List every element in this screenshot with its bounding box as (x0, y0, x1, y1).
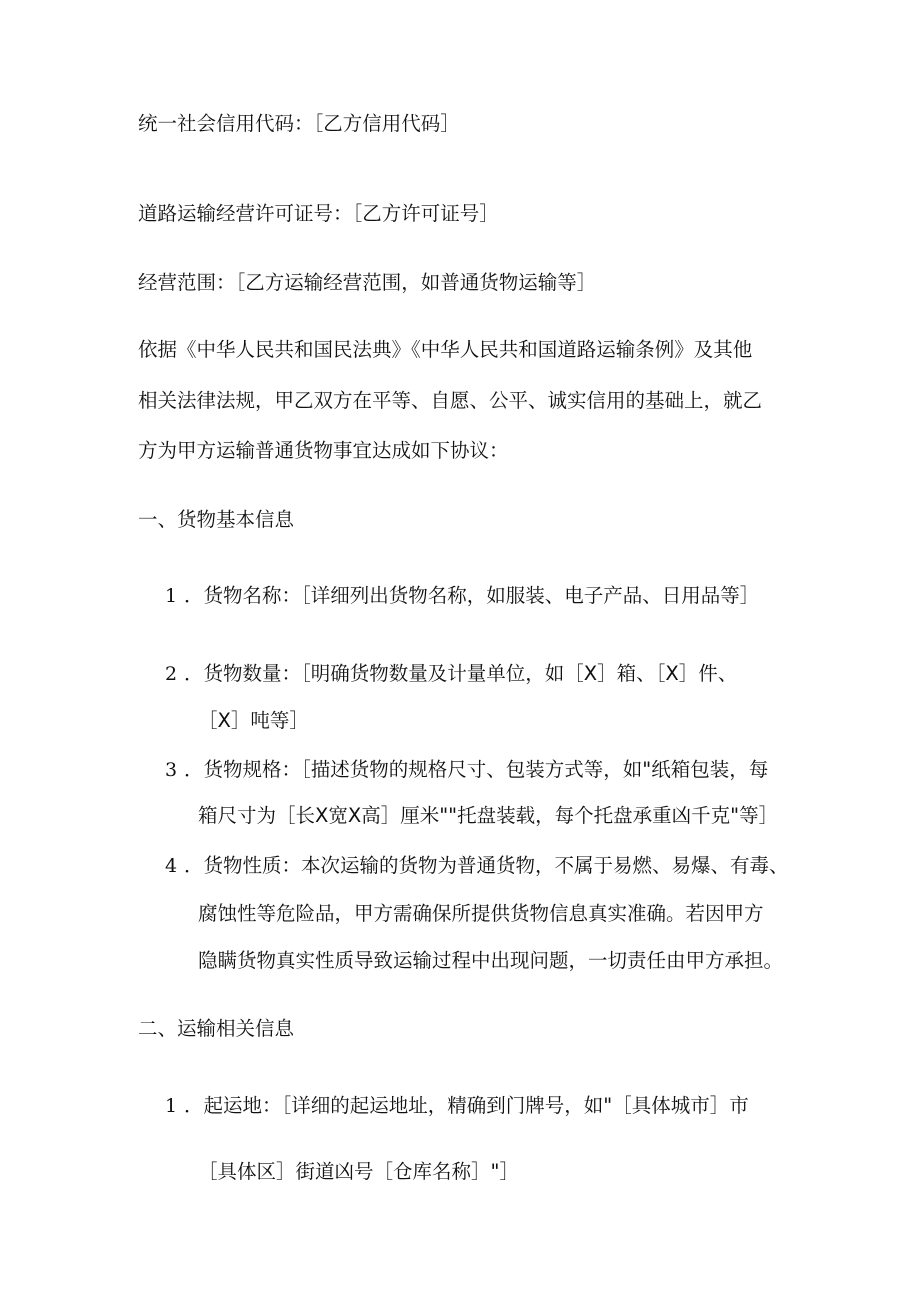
item-text-line: ．货物名称：［详细列出货物名称，如服装、电子产品、日用品等］ (184, 584, 760, 607)
item-text-line: ［具体区］街道凶号［仓库名称］"］ (198, 1160, 519, 1183)
item-text-line: ．起运地：［详细的起运地址，精确到门牌号，如"［具体城市］市 (184, 1094, 749, 1117)
item-text-line: 腐蚀性等危险品，甲方需确保所提供货物信息真实准确。若因甲方 (198, 902, 764, 925)
preamble-line-2: 相关法律法规，甲乙双方在平等、自愿、公平、诚实信用的基础上，就乙 (138, 389, 763, 412)
business-scope-field: 经营范围：［乙方运输经营范围，如普通货物运输等］ (138, 271, 597, 294)
item-text-line: ［X］吨等］ (198, 709, 309, 732)
item-number: 2 (165, 663, 178, 685)
section-1-heading: 一、货物基本信息 (138, 508, 295, 531)
item-text-line: 箱尺寸为［长X宽X高］厘米""托盘装载，每个托盘承重凶千克"等］ (198, 804, 779, 827)
item-number: 1 (165, 585, 178, 607)
item-text-line: ．货物性质：本次运输的货物为普通货物，不属于易燃、易爆、有毒、 (184, 854, 789, 877)
item-text-line: ．货物规格：［描述货物的规格尺寸、包装方式等，如"纸箱包装，每 (184, 758, 769, 781)
section-2-heading: 二、运输相关信息 (138, 1017, 295, 1040)
item-number: 4 (165, 855, 178, 877)
preamble-line-1: 依据《中华人民共和国民法典》《中华人民共和国道路运输条例》及其他 (138, 338, 753, 361)
item-text-line: ．货物数量：［明确货物数量及计量单位，如［X］箱、［X］件、 (184, 662, 738, 685)
license-number-field: 道路运输经营许可证号：［乙方许可证号］ (138, 202, 499, 225)
preamble-line-3: 方为甲方运输普通货物事宜达成如下协议： (138, 439, 509, 462)
item-number: 3 (165, 759, 178, 781)
item-number: 1 (165, 1095, 178, 1117)
credit-code-field: 统一社会信用代码：［乙方信用代码］ (138, 112, 460, 135)
item-text-line: 隐瞒货物真实性质导致运输过程中出现问题，一切责任由甲方承担。 (198, 949, 784, 972)
